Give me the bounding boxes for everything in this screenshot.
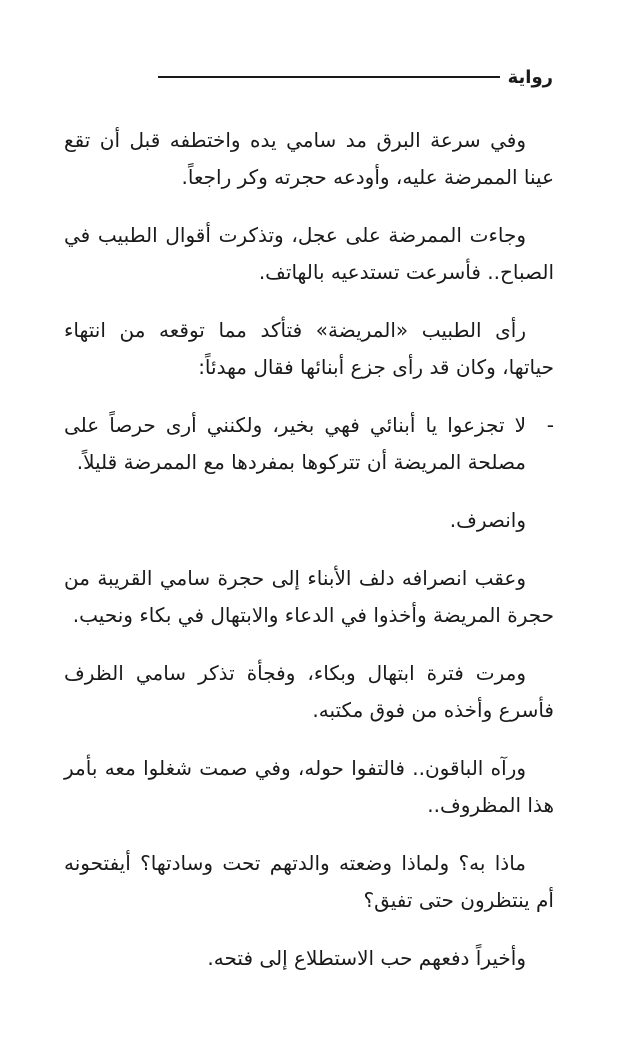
header-title: رواية (507, 66, 553, 88)
paragraph: ومرت فترة ابتهال وبكاء، وفجأة تذكر سامي الظرف فأسرع وأخذه من فوق مكتبه. (64, 661, 554, 722)
paragraph: ورآه الباقون.. فالتفوا حوله، وفي صمت شغلوا معه بأمر هذا المظروف.. (64, 756, 554, 817)
paragraph: رأى الطبيب «المريضة» فتأكد مما توقعه من انتهاء حياتها، وكان قد رأى جزع أبنائها فقال مهدئاً: (64, 318, 554, 379)
paragraph: وأخيراً دفعهم حب الاستطلاع إلى فتحه. (207, 946, 526, 970)
dialogue-dash: - (546, 413, 554, 437)
running-header (158, 62, 553, 92)
paragraph: وجاءت الممرضة على عجل، وتذكرت أقوال الطبيب في الصباح.. فأسرعت تستدعيه بالهاتف. (64, 223, 554, 284)
header-rule (158, 76, 500, 78)
paragraph: وعقب انصرافه دلف الأبناء إلى حجرة سامي القريبة من حجرة المريضة وأخذوا في الدعاء والابتهال في بكاء ونحيب. (64, 566, 554, 627)
dialogue-text: لا تجزعوا يا أبنائي فهي بخير، ولكنني أرى حرصاً على مصلحة المريضة أن تتركوها بمفردها مع الممرضة قليلاً. (64, 413, 526, 474)
body-text (64, 122, 554, 977)
paragraph: ماذا به؟ ولماذا وضعته والدتهم تحت وسادتها؟ أيفتحونه أم ينتظرون حتى تفيق؟ (64, 851, 554, 912)
paragraph: وفي سرعة البرق مد سامي يده واختطفه قبل أن تقع عينا الممرضة عليه، وأودعه حجرته وكر راجعاً. (64, 128, 554, 189)
paragraph: وانصرف. (449, 508, 526, 532)
dialogue-paragraph (64, 407, 554, 481)
